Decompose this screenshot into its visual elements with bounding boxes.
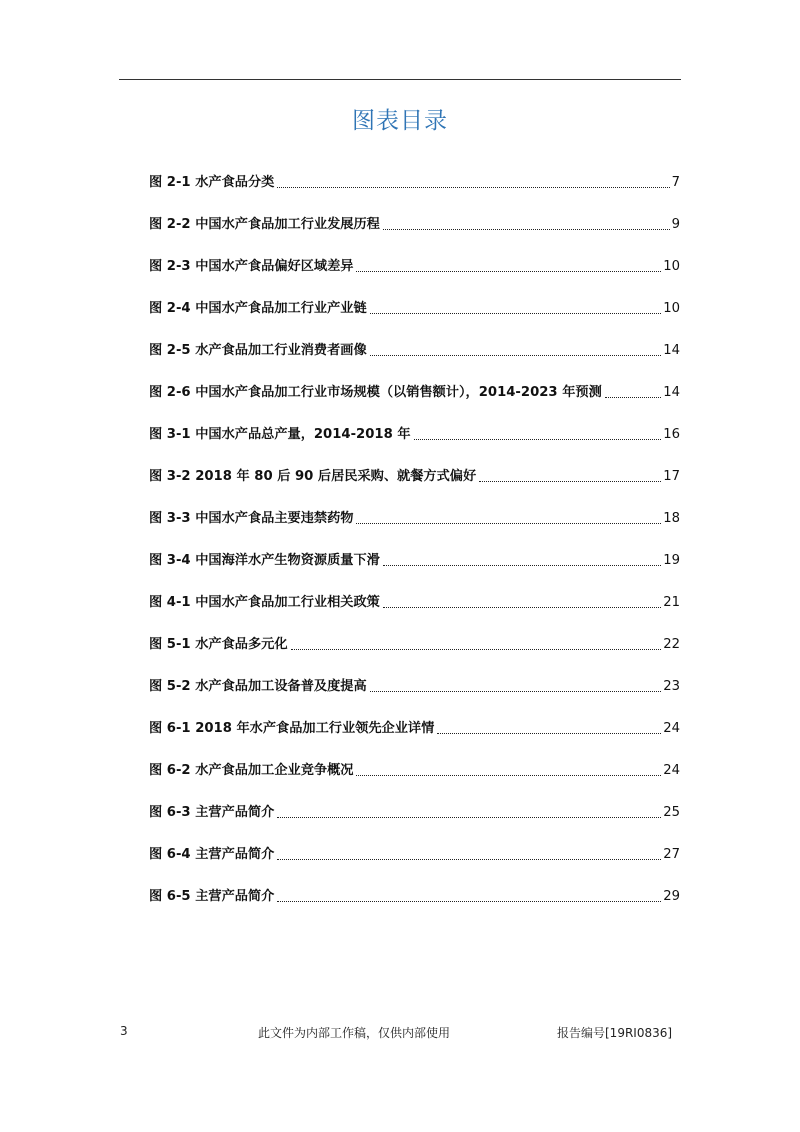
footer-confidential-notice: 此文件为内部工作稿，仅供内部使用 xyxy=(258,1026,451,1040)
toc-entry[interactable] xyxy=(149,360,680,402)
toc-entry[interactable] xyxy=(149,402,680,444)
page-title: 图表目录 xyxy=(352,108,448,134)
toc-entry-page: 17 xyxy=(663,469,680,484)
toc-entry[interactable] xyxy=(149,570,680,612)
toc-entry-page: 7 xyxy=(671,175,680,190)
toc-entry-label: 图 2-4 中国水产食品加工行业产业链 xyxy=(149,301,367,316)
toc-entry[interactable] xyxy=(149,780,680,822)
toc-entry-label: 图 3-4 中国海洋水产生物资源质量下滑 xyxy=(149,553,380,568)
footer-report-code: 报告编号[19RI0836] xyxy=(557,1026,673,1040)
toc-entry[interactable] xyxy=(149,486,680,528)
toc-leader-dots xyxy=(370,691,662,692)
toc-entry-page: 14 xyxy=(663,385,680,400)
toc-entry-page: 10 xyxy=(663,301,680,316)
toc-entry-label: 图 3-2 2018 年 80 后 90 后居民采购、就餐方式偏好 xyxy=(149,469,477,484)
toc-entry-label: 图 3-1 中国水产品总产量，2014-2018 年 xyxy=(149,427,411,442)
toc-entry-label: 图 6-2 水产食品加工企业竞争概况 xyxy=(149,763,354,778)
toc-leader-dots xyxy=(605,397,661,398)
toc-leader-dots xyxy=(370,355,662,356)
toc-entry[interactable] xyxy=(149,528,680,570)
toc-entry-page: 14 xyxy=(663,343,680,358)
toc-leader-dots xyxy=(437,733,661,734)
toc-entry-page: 24 xyxy=(663,763,680,778)
toc-entry-page: 21 xyxy=(663,595,680,610)
toc-entry-page: 27 xyxy=(663,847,680,862)
toc-entry-label: 图 6-3 主营产品简介 xyxy=(149,805,275,820)
toc-entry-label: 图 4-1 中国水产食品加工行业相关政策 xyxy=(149,595,380,610)
toc-leader-dots xyxy=(356,775,661,776)
toc-leader-dots xyxy=(479,481,661,482)
toc-entry[interactable] xyxy=(149,234,680,276)
toc-leader-dots xyxy=(370,313,662,314)
toc-entry[interactable] xyxy=(149,696,680,738)
toc-leader-dots xyxy=(383,607,661,608)
toc-entry[interactable] xyxy=(149,192,680,234)
toc-entry-label: 图 2-3 中国水产食品偏好区域差异 xyxy=(149,259,354,274)
toc-entry-page: 23 xyxy=(663,679,680,694)
toc-leader-dots xyxy=(277,187,669,188)
toc-entry-page: 10 xyxy=(663,259,680,274)
toc-entry-page: 29 xyxy=(663,889,680,904)
toc-entry-label: 图 2-6 中国水产食品加工行业市场规模（以销售额计），2014-2023 年预测 xyxy=(149,385,602,400)
toc-leader-dots xyxy=(356,523,661,524)
toc-entry-page: 22 xyxy=(663,637,680,652)
toc-entry[interactable] xyxy=(149,738,680,780)
toc-entry-label: 图 5-2 水产食品加工设备普及度提高 xyxy=(149,679,367,694)
toc-entry-label: 图 3-3 中国水产食品主要违禁药物 xyxy=(149,511,354,526)
toc-entry[interactable] xyxy=(149,864,680,906)
toc-entry-page: 25 xyxy=(663,805,680,820)
figure-toc-list xyxy=(149,150,680,906)
toc-entry-page: 19 xyxy=(663,553,680,568)
toc-leader-dots xyxy=(277,901,661,902)
toc-entry[interactable] xyxy=(149,444,680,486)
toc-entry-label: 图 6-1 2018 年水产食品加工行业领先企业详情 xyxy=(149,721,435,736)
toc-entry-label: 图 6-5 主营产品简介 xyxy=(149,889,275,904)
toc-leader-dots xyxy=(383,229,670,230)
toc-leader-dots xyxy=(277,817,661,818)
toc-entry-page: 24 xyxy=(663,721,680,736)
toc-entry-page: 16 xyxy=(663,427,680,442)
toc-entry[interactable] xyxy=(149,612,680,654)
toc-leader-dots xyxy=(414,439,662,440)
toc-leader-dots xyxy=(277,859,661,860)
header-rule xyxy=(119,79,681,80)
toc-entry-label: 图 2-1 水产食品分类 xyxy=(149,175,275,190)
toc-entry[interactable] xyxy=(149,822,680,864)
toc-entry[interactable] xyxy=(149,654,680,696)
toc-entry-label: 图 2-5 水产食品加工行业消费者画像 xyxy=(149,343,367,358)
toc-leader-dots xyxy=(356,271,661,272)
toc-entry-label: 图 2-2 中国水产食品加工行业发展历程 xyxy=(149,217,380,232)
toc-entry[interactable] xyxy=(149,150,680,192)
toc-entry-page: 18 xyxy=(663,511,680,526)
footer-page-number: 3 xyxy=(120,1024,128,1038)
toc-entry[interactable] xyxy=(149,318,680,360)
toc-entry[interactable] xyxy=(149,276,680,318)
toc-leader-dots xyxy=(291,649,662,650)
toc-leader-dots xyxy=(383,565,661,566)
toc-entry-label: 图 5-1 水产食品多元化 xyxy=(149,637,288,652)
toc-entry-page: 9 xyxy=(671,217,680,232)
toc-entry-label: 图 6-4 主营产品简介 xyxy=(149,847,275,862)
